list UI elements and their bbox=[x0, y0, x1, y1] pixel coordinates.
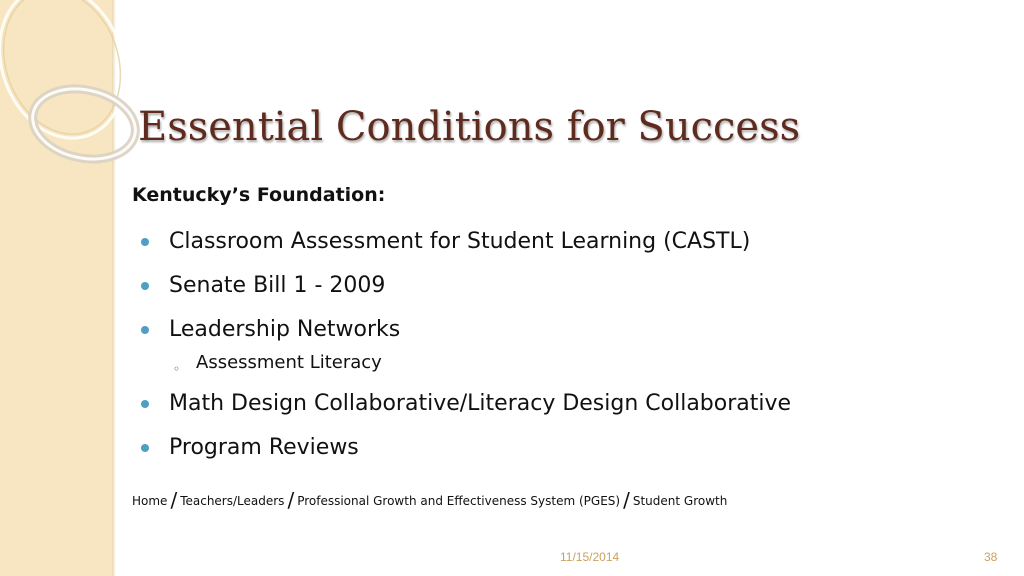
bullet-dot-icon bbox=[141, 282, 149, 290]
list-item bbox=[132, 268, 791, 312]
sub-list-item bbox=[132, 348, 791, 386]
breadcrumb-teachers-leaders-link[interactable]: Teachers/Leaders bbox=[180, 494, 285, 508]
sub-list-item-text: Assessment Literacy bbox=[196, 352, 382, 373]
breadcrumb-student-growth-link[interactable]: Student Growth bbox=[632, 494, 728, 508]
breadcrumb-pges-link[interactable]: Professional Growth and Effectiveness System (PGES) bbox=[297, 494, 621, 508]
bullet-dot-icon bbox=[141, 400, 149, 408]
bullet-dot-icon bbox=[141, 444, 149, 452]
list-item-text: Classroom Assessment for Student Learning (CASTL) bbox=[169, 229, 751, 254]
list-item-text: Program Reviews bbox=[169, 435, 359, 460]
bullet-dot-icon bbox=[141, 326, 149, 334]
page-number: 38 bbox=[984, 550, 998, 564]
breadcrumb-separator: / bbox=[287, 488, 295, 512]
footer-date: 11/15/2014 bbox=[560, 550, 620, 564]
list-item bbox=[132, 386, 791, 430]
list-item bbox=[132, 224, 791, 268]
bullet-dot-icon bbox=[141, 238, 149, 246]
list-item-text: Leadership Networks bbox=[169, 317, 401, 342]
subheading: Kentucky’s Foundation: bbox=[132, 184, 386, 206]
breadcrumb-separator: / bbox=[170, 488, 178, 512]
breadcrumb-separator: / bbox=[623, 488, 630, 512]
slide-title: Essential Conditions for Success bbox=[138, 104, 801, 150]
breadcrumb bbox=[132, 488, 727, 512]
list-item-text: Senate Bill 1 - 2009 bbox=[169, 273, 386, 298]
list-item bbox=[132, 430, 791, 474]
hollow-circle-icon: ◦ bbox=[173, 362, 181, 376]
list-item-text: Math Design Collaborative/Literacy Design Collaborative bbox=[169, 391, 792, 416]
breadcrumb-home-link[interactable]: Home bbox=[132, 494, 168, 508]
bullet-list bbox=[132, 224, 791, 474]
